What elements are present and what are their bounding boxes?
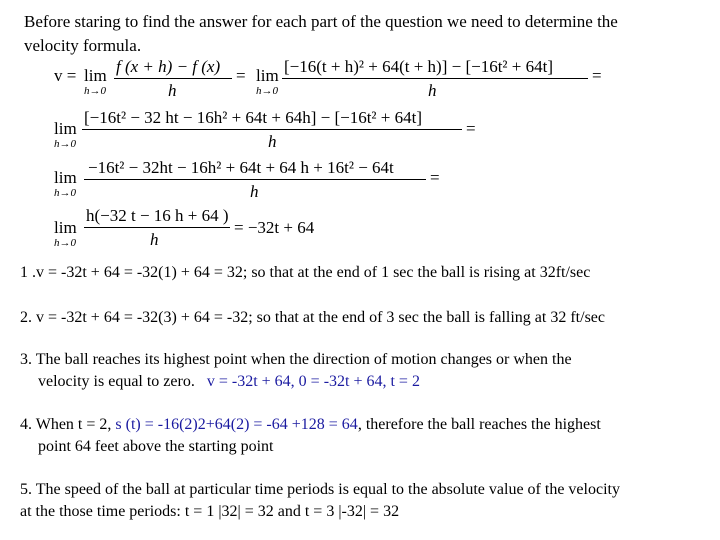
limit-3-sub: h→0 [54,138,76,150]
row4-numerator: h(−32 t − 16 h + 64 ) [86,206,229,225]
intro-text [24,10,618,58]
item-4-line-1c: , therefore the ball reaches the highest [357,416,601,433]
row1-equals-1: = [236,66,246,85]
row3-numerator: −16t² − 32ht − 16h² + 64t + 64 h + 16t² − 64t [88,158,394,177]
item-2 [20,307,605,329]
row2-fraction-bar [82,129,462,130]
row2-denominator: h [268,132,277,151]
row1-numerator-2: [−16(t + h)² + 64(t + h)] − [−16t² + 64t] [284,57,553,76]
row1-denominator-1: h [168,81,177,100]
limit-3: lim [54,119,77,138]
item-3-line-1: 3. The ball reaches its highest point when the direction of motion changes or when the [20,351,572,368]
item-3-line-2a: velocity is equal to zero. [38,373,195,390]
item-1 [20,262,590,284]
row4-fraction-bar [84,227,230,228]
item-5-line-2: at the those time periods: t = 1 |32| = 32 and t = 3 |-32| = 32 [20,503,400,520]
row2-numerator: [−16t² − 32 ht − 16h² + 64t + 64h] − [−16t² + 64t] [84,108,422,127]
item-4-line-2: point 64 feet above the starting point [38,438,274,455]
limit-4: lim [54,168,77,187]
row1-equals-2: = [592,66,602,85]
limit-4-sub: h→0 [54,187,76,199]
item-2-text: 2. v = -32t + 64 = -32(3) + 64 = -32; so that at the end of 3 sec the ball is falling at 32 ft/sec [20,309,605,326]
item-3-line-2b: v = -32t + 64, 0 = -32t + 64, t = 2 [206,373,420,390]
item-3-line-2 [20,371,572,393]
row3-equals: = [430,168,440,187]
row1-fraction-bar-1 [114,78,232,79]
row1-fraction-bar-2 [282,78,588,79]
intro-line-2: velocity formula. [24,36,142,55]
intro-line-1: Before staring to find the answer for each part of the question we need to determine the [24,12,618,31]
limit-1-sub: h→0 [84,85,106,97]
limit-5-sub: h→0 [54,237,76,249]
row4-denominator: h [150,230,159,249]
limit-2: lim [256,66,279,85]
item-4-line-1b: s (t) = -16(2)2+64(2) = -64 +128 = 64 [115,416,358,433]
item-4 [20,414,601,458]
row1-numerator-1: f (x + h) − f (x) [116,57,221,76]
row3-denominator: h [250,182,259,201]
item-3 [20,349,572,393]
item-1-text: 1 .v = -32t + 64 = -32(1) + 64 = 32; so that at the end of 1 sec the ball is rising at 32ft/sec [20,264,591,281]
item-5-line-1: 5. The speed of the ball at particular time periods is equal to the absolute value of the velocity [20,481,620,498]
item-4-line-1 [20,414,601,436]
limit-2-sub: h→0 [256,85,278,97]
limit-1: lim [84,66,107,85]
v-equals: v = [54,66,77,85]
limit-5: lim [54,218,77,237]
row2-equals: = [466,119,476,138]
item-5 [20,479,620,523]
row1-denominator-2: h [428,81,437,100]
row4-result: = −32t + 64 [234,218,315,237]
item-4-line-1a: 4. When t = 2, [20,416,112,433]
row3-fraction-bar [84,179,426,180]
